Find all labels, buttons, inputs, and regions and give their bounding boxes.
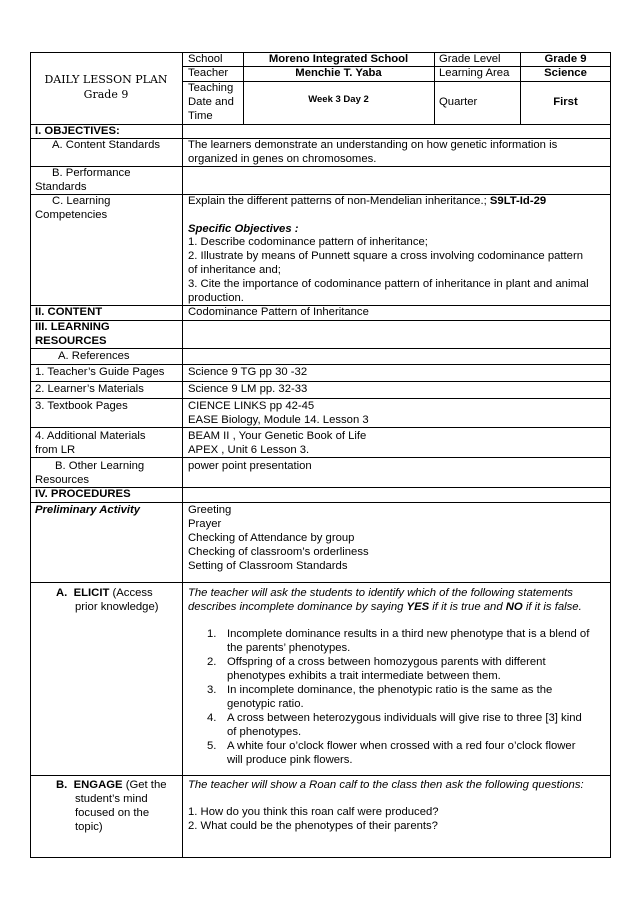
engage-question-1: 1. How do you think this roan calf were produced? xyxy=(188,806,439,818)
row-divider xyxy=(30,320,611,321)
statement-line: Incomplete dominance results in a third new phenotype that is a blend of xyxy=(227,628,590,640)
row-divider xyxy=(30,502,611,503)
prelim-item: Prayer xyxy=(188,518,222,530)
statement-line: phenotypes exhibits a trait intermediate between them. xyxy=(227,670,501,682)
content-value: Codominance Pattern of Inheritance xyxy=(188,306,369,318)
statement-line: In incomplete dominance, the phenotypic ratio is the same as the xyxy=(227,684,553,696)
additional-materials-label-line2: from LR xyxy=(35,444,76,456)
learning-resources-heading: III. LEARNING xyxy=(35,321,110,333)
school-label: School xyxy=(188,53,223,65)
preliminary-activity-label: Preliminary Activity xyxy=(35,504,141,516)
specific-objectives-heading: Specific Objectives : xyxy=(188,223,299,235)
content-standards-label: A. Content Standards xyxy=(52,139,161,151)
statement-line: the parents’ phenotypes. xyxy=(227,642,351,654)
learning-area-label: Learning Area xyxy=(439,67,510,79)
teachers-guide-value: Science 9 TG pp 30 -32 xyxy=(188,366,308,378)
engage-keyword: ENGAGE xyxy=(73,779,123,791)
engage-label-line2: student’s mind xyxy=(75,793,148,805)
engage-question-2: 2. What could be the phenotypes of their parents? xyxy=(188,820,438,832)
date-value: Week 3 Day 2 xyxy=(308,94,369,105)
elicit-label-rest: (Access xyxy=(109,587,153,599)
objective-1: 1. Describe codominance pattern of inheritance; xyxy=(188,236,428,248)
statement-line: of phenotypes. xyxy=(227,726,302,738)
statement-number: 3. xyxy=(207,684,217,696)
row-divider xyxy=(30,457,611,458)
quarter-label: Quarter xyxy=(439,96,478,108)
statement-number: 2. xyxy=(207,656,217,668)
quarter-value: First xyxy=(553,96,578,108)
statement-line: genotypic ratio. xyxy=(227,698,304,710)
plan-title: DAILY LESSON PLAN xyxy=(44,73,168,86)
objective-3-line1: 3. Cite the importance of codominance pattern of inheritance in plant and animal xyxy=(188,278,589,290)
row-divider xyxy=(30,348,611,349)
prelim-item: Greeting xyxy=(188,504,232,516)
row-divider xyxy=(30,582,611,583)
prelim-item: Checking of classroom’s orderliness xyxy=(188,546,369,558)
elicit-label xyxy=(56,587,153,601)
performance-standards-label-line2: Standards xyxy=(35,181,87,193)
engage-label-rest: (Get the xyxy=(122,779,167,791)
elicit-keyword: ELICIT xyxy=(73,587,110,599)
objective-2-line1: 2. Illustrate by means of Punnett square a cross involving codominance pattern xyxy=(188,250,583,262)
teacher-value: Menchie T. Yaba xyxy=(295,67,382,79)
engage-label xyxy=(56,779,167,793)
teachers-guide-label: 1. Teacher’s Guide Pages xyxy=(35,366,165,378)
row-divider xyxy=(30,398,611,399)
yes-keyword: YES xyxy=(406,601,430,613)
references-label: A. References xyxy=(58,350,130,362)
statement-number: 5. xyxy=(207,740,217,752)
statement-number: 4. xyxy=(207,712,217,724)
additional-materials-line2: APEX , Unit 6 Lesson 3. xyxy=(188,444,310,456)
content-standards-line2: organized in genes on chromosomes. xyxy=(188,153,377,165)
engage-label-line3: focused on the xyxy=(75,807,150,819)
elicit-instruction-line2 xyxy=(188,601,582,615)
learning-competencies-label-line2: Competencies xyxy=(35,209,108,221)
elicit-instruction-part: if it is true and xyxy=(429,601,506,613)
additional-materials-label: 4. Additional Materials xyxy=(35,430,146,442)
content-standards-line1: The learners demonstrate an understanding on how genetic information is xyxy=(188,139,558,151)
performance-standards-label: B. Performance xyxy=(52,167,131,179)
statement-number: 1. xyxy=(207,628,217,640)
textbook-pages-label: 3. Textbook Pages xyxy=(35,400,128,412)
learning-area-value: Science xyxy=(544,67,587,79)
grade-level-label: Grade Level xyxy=(439,53,501,65)
row-divider xyxy=(30,364,611,365)
date-label-line3: Time xyxy=(188,110,213,122)
content-heading: II. CONTENT xyxy=(35,306,103,318)
statement-line: will produce pink flowers. xyxy=(227,754,353,766)
school-value: Moreno Integrated School xyxy=(268,53,409,65)
statement-line: A cross between heterozygous individuals will give rise to three [3] kind xyxy=(227,712,582,724)
objective-2-line2: of inheritance and; xyxy=(188,264,281,276)
prelim-item: Checking of Attendance by group xyxy=(188,532,355,544)
grade-level-value: Grade 9 xyxy=(544,53,587,65)
column-divider xyxy=(182,52,183,858)
learning-resources-heading-line2: RESOURCES xyxy=(35,335,107,347)
statement-line: A white four o’clock flower when crossed with a red four o’clock flower xyxy=(227,740,576,752)
row-divider xyxy=(182,81,611,82)
prelim-item: Setting of Classroom Standards xyxy=(188,560,348,572)
row-divider xyxy=(30,775,611,776)
textbook-line2: EASE Biology, Module 14. Lesson 3 xyxy=(188,414,369,426)
objectives-heading: I. OBJECTIVES: xyxy=(35,125,120,137)
learners-materials-value: Science 9 LM pp. 32-33 xyxy=(188,383,308,395)
procedures-heading: IV. PROCEDURES xyxy=(35,488,131,500)
competency-code: S9LT-Id-29 xyxy=(489,195,547,207)
elicit-instruction-part: if it is false. xyxy=(522,601,582,613)
other-resources-value: power point presentation xyxy=(188,460,312,472)
elicit-prefix: A. xyxy=(56,587,68,599)
teacher-label: Teacher xyxy=(188,67,229,79)
learning-competencies-label: C. Learning xyxy=(52,195,111,207)
objective-3-line2: production. xyxy=(188,292,244,304)
elicit-label-line2: prior knowledge) xyxy=(75,601,159,613)
other-resources-label-line2: Resources xyxy=(35,474,89,486)
date-label-line2: Date and xyxy=(188,96,234,108)
engage-prefix: B. xyxy=(56,779,68,791)
statement-line: Offspring of a cross between homozygous parents with different xyxy=(227,656,546,668)
row-divider xyxy=(30,381,611,382)
elicit-instruction-part: describes incomplete dominance by saying xyxy=(188,601,407,613)
date-label-line1: Teaching xyxy=(188,82,234,94)
competency-description: Explain the different patterns of non-Mendelian inheritance.; xyxy=(188,195,490,207)
engage-instruction: The teacher will show a Roan calf to the class then ask the following questions: xyxy=(188,779,584,791)
plan-grade-subtitle: Grade 9 xyxy=(83,88,129,101)
engage-label-line4: topic) xyxy=(75,821,103,833)
column-divider xyxy=(434,52,435,124)
learners-materials-label: 2. Learner’s Materials xyxy=(35,383,144,395)
no-keyword: NO xyxy=(505,601,523,613)
textbook-line1: CIENCE LINKS pp 42-45 xyxy=(188,400,315,412)
elicit-instruction-line1: The teacher will ask the students to identify which of the following statements xyxy=(188,587,573,599)
additional-materials-line1: BEAM II , Your Genetic Book of Life xyxy=(188,430,367,442)
other-resources-label: B. Other Learning xyxy=(55,460,145,472)
competency-text xyxy=(188,195,546,209)
